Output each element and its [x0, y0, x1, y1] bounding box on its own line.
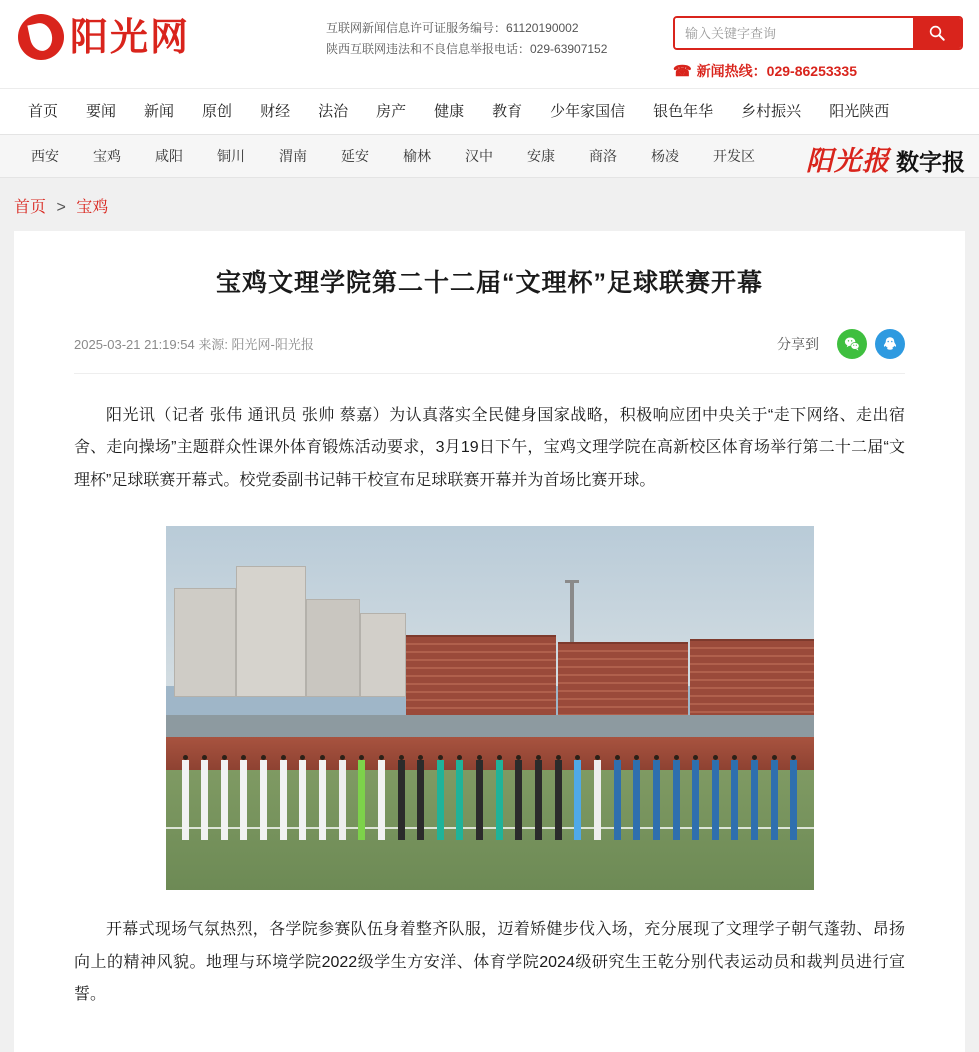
breadcrumb-current[interactable]: 宝鸡: [76, 199, 109, 216]
photo-brick-block: [406, 635, 556, 715]
photo-building: [236, 566, 306, 697]
nav-item-education[interactable]: 教育: [492, 102, 523, 120]
search-button[interactable]: [913, 18, 961, 48]
article-figure: [74, 526, 905, 890]
breadcrumb-separator: >: [56, 199, 66, 216]
subnav-item-weinan[interactable]: 渭南: [279, 148, 307, 164]
photo-building: [306, 599, 360, 697]
search-area: [673, 14, 963, 81]
article-paragraph-1: 阳光讯（记者 张伟 通讯员 张帅 蔡嘉）为认真落实全民健身国家战略，积极响应团中央关于“走下网络、走出宿舍、走向操场”主题群众性课外体育锻炼活动要求，3月19日下午，宝鸡文理学院在高新校区体育场举行第二十二届“文理杯”足球联赛开幕式。校党委副书记韩干校宣布足球联赛开幕并为首场比赛开球。: [74, 406, 905, 490]
qq-glyph: [881, 335, 899, 353]
nav-item-news[interactable]: 新闻: [144, 102, 175, 120]
photo-brick-block: [558, 642, 688, 715]
primary-nav: [0, 88, 979, 134]
nav-item-sunshine-shaanxi[interactable]: 阳光陕西: [829, 102, 890, 120]
share-label: 分享到: [777, 335, 819, 352]
article-container: [14, 231, 965, 1052]
photo-building: [360, 613, 406, 697]
license-line-2: 陕西互联网违法和不良信息举报电话：029-63907152: [326, 42, 608, 56]
search-input[interactable]: [675, 18, 913, 48]
subnav-item-xianyang[interactable]: 咸阳: [155, 148, 183, 164]
photo-building: [174, 588, 236, 697]
telephone-icon: ☎: [673, 63, 692, 80]
nav-item-original[interactable]: 原创: [202, 102, 233, 120]
news-hotline: [673, 61, 963, 81]
photo-brick-block: [690, 639, 814, 715]
nav-item-realestate[interactable]: 房产: [376, 102, 407, 120]
article-meta-row: [74, 329, 905, 374]
logo-text: 阳光网: [70, 14, 191, 59]
photo-players-row: [182, 755, 798, 835]
article-paragraph-2: 开幕式现场气氛热烈，各学院参赛队伍身着整齐队服，迈着矫健步伐入场，充分展现了文理学子朝气蓬勃、昂扬向上的精神风貌。地理与环境学院2022级学生方安洋、体育学院2024级研究生王乾分别代表运动员和裁判员进行宣誓。: [74, 920, 905, 1004]
subnav-item-devzone[interactable]: 开发区: [713, 148, 755, 164]
nav-item-health[interactable]: 健康: [434, 102, 465, 120]
share-bar: [777, 329, 905, 359]
site-header: [0, 0, 979, 88]
search-box[interactable]: [673, 16, 963, 50]
logo-mark-icon: [18, 14, 64, 60]
secondary-nav: [0, 134, 979, 178]
breadcrumb: [0, 178, 979, 231]
subnav-item-ankang[interactable]: 安康: [527, 148, 555, 164]
nav-item-home[interactable]: 首页: [28, 102, 59, 120]
subnav-item-shangluo[interactable]: 商洛: [589, 148, 617, 164]
license-line-1: 互联网新闻信息许可证服务编号：61120190002: [326, 21, 579, 35]
news-hotline-label: 新闻热线：029-86253335: [696, 63, 857, 79]
breadcrumb-home[interactable]: 首页: [14, 199, 47, 216]
license-info: [318, 14, 673, 60]
nav-item-top-news[interactable]: 要闻: [86, 102, 117, 120]
subnav-item-yanan[interactable]: 延安: [341, 148, 369, 164]
article-photo: [166, 526, 814, 890]
subnav-item-baoji[interactable]: 宝鸡: [93, 148, 121, 164]
site-logo[interactable]: [18, 14, 318, 60]
epaper-digital: 数字报: [896, 149, 965, 176]
nav-item-law[interactable]: 法治: [318, 102, 349, 120]
wechat-icon[interactable]: [837, 329, 867, 359]
subnav-item-hanzhong[interactable]: 汉中: [465, 148, 493, 164]
nav-item-finance[interactable]: 财经: [260, 102, 291, 120]
photo-wall: [166, 715, 814, 737]
nav-item-rural-revitalization[interactable]: 乡村振兴: [741, 102, 802, 120]
epaper-brand: 阳光报: [806, 146, 890, 177]
wechat-glyph: [843, 335, 861, 353]
search-icon: [928, 24, 946, 42]
subnav-item-yangling[interactable]: 杨凌: [651, 148, 679, 164]
qq-icon[interactable]: [875, 329, 905, 359]
nav-item-youth-letter[interactable]: 少年家国信: [550, 102, 626, 120]
subnav-item-yulin[interactable]: 榆林: [403, 148, 431, 164]
page-title: 宝鸡文理学院第二十二届“文理杯”足球联赛开幕: [215, 269, 763, 297]
photo-antenna-tower: [570, 580, 574, 642]
subnav-item-tongchuan[interactable]: 铜川: [217, 148, 245, 164]
subnav-item-xian[interactable]: 西安: [31, 148, 59, 164]
article-meta: 2025-03-21 21:19:54 来源: 阳光网-阳光报: [74, 337, 314, 352]
nav-item-silver-years[interactable]: 银色年华: [653, 102, 714, 120]
epaper-link[interactable]: [806, 139, 965, 178]
